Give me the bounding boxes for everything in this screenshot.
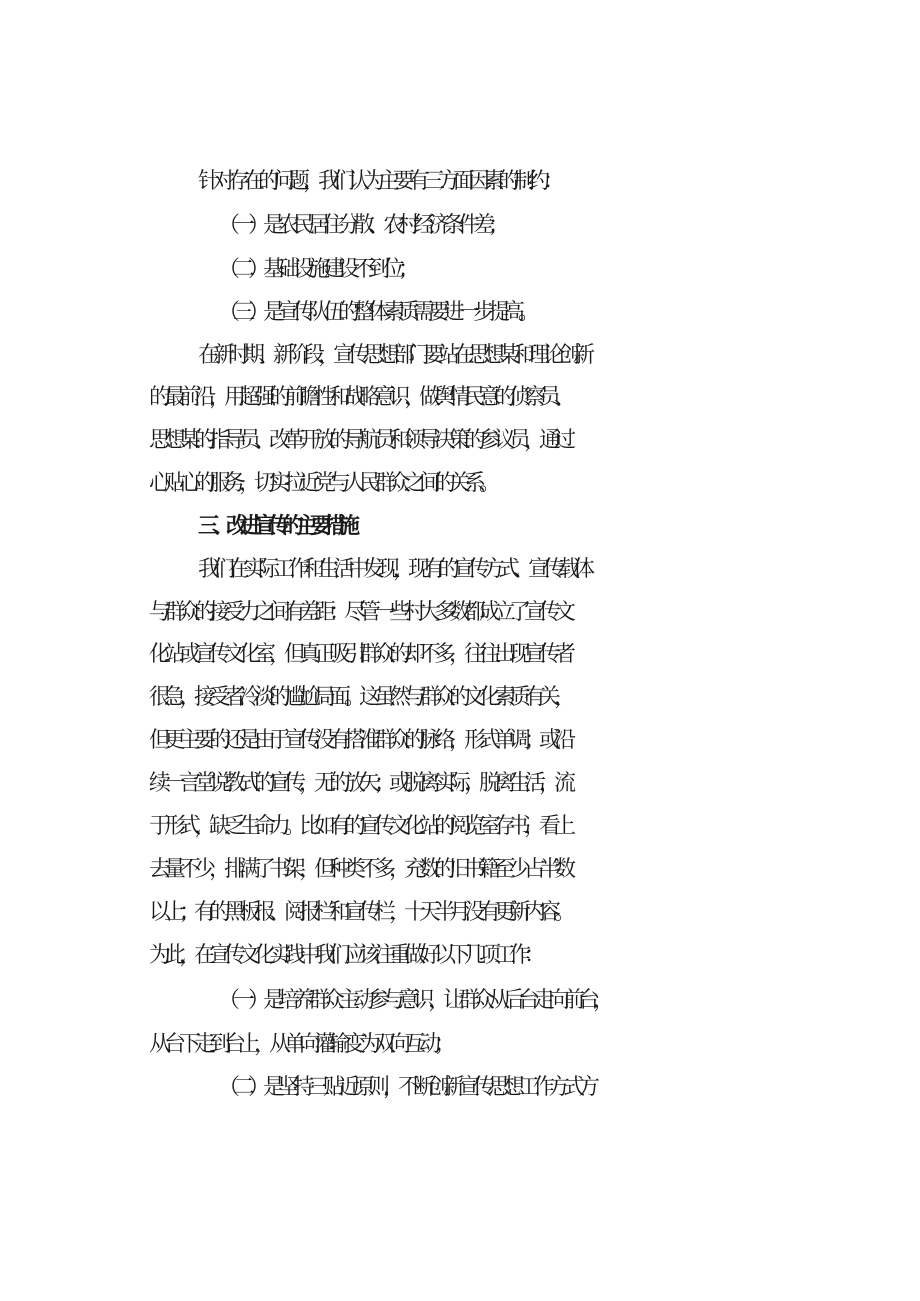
text-line: 的最前沿，用超强的前瞻性和战略意识，做舆情民意的侦察员、 bbox=[149, 385, 570, 410]
text-line: 于形式，缺乏生命力。比如有的宣传文化站的阅览室存书，看上 bbox=[149, 814, 570, 839]
text-line: 针对存在的问题，我们认为主要有三方面因素的制约： bbox=[198, 169, 559, 194]
text-line: 但更主要的还是由于宣传没有搭准群众的脉络，形式单调；或沿 bbox=[149, 728, 570, 753]
text-line: 很急，接受者冷淡的尴尬局面。这虽然与群众的文化素质有关， bbox=[149, 685, 570, 710]
text-line: 化站或宣传文化室，但真正吸引群众的却不多，往往出现宣传者 bbox=[149, 642, 570, 667]
text-line: 为此，在宣传文化实践中我们应该注重做好以下几项工作： bbox=[149, 943, 540, 968]
text-line: （一）是培养群众主动参与意识，让群众从后台走向前台， bbox=[218, 988, 609, 1013]
section-heading: 三、改进宣传的主要措施 bbox=[198, 514, 353, 539]
text-line: 续一言堂说教式的宣传，无的放矢；或脱离实际，脱离生活，流 bbox=[149, 771, 570, 796]
text-line: 心贴心的服务，切实拉近党与人民群众之间的关系。 bbox=[149, 471, 495, 496]
text-line: 与群众的接受力之间有差距：尽管一些村大多数都成立了宣传文 bbox=[149, 600, 570, 625]
text-line: （二）基础设施建设不到位； bbox=[218, 257, 414, 282]
text-line: （三）是宣传队伍的整体素质需要进一步提高。 bbox=[218, 300, 534, 325]
text-line: （二）是坚持三贴近原则，不断创新宣传思想工作方式方 bbox=[218, 1075, 594, 1100]
text-line: 从台下走到台上，从单向灌输变为双向互动； bbox=[149, 1032, 450, 1057]
text-line: 思想某的指导员、改革开放的导航员和领导决策的参议员，通过 bbox=[149, 428, 570, 453]
text-line: 在新时期、新阶段，宣传思想部门要站在思想某和理论创新 bbox=[198, 343, 589, 368]
text-line: 去量不少，排满了书架，但种类不多，充数的旧书籍至少占半数 bbox=[149, 857, 570, 882]
text-line: 我们在实际工作和生活中发现，现有的宣传方式、宣传载体 bbox=[198, 557, 589, 582]
text-line: 以上；有的黑板报、阅报栏和宣传栏，十天半月没有更新内容。 bbox=[149, 900, 570, 925]
text-line: （一）是农民居住分散、农村经济条件差； bbox=[218, 213, 504, 238]
